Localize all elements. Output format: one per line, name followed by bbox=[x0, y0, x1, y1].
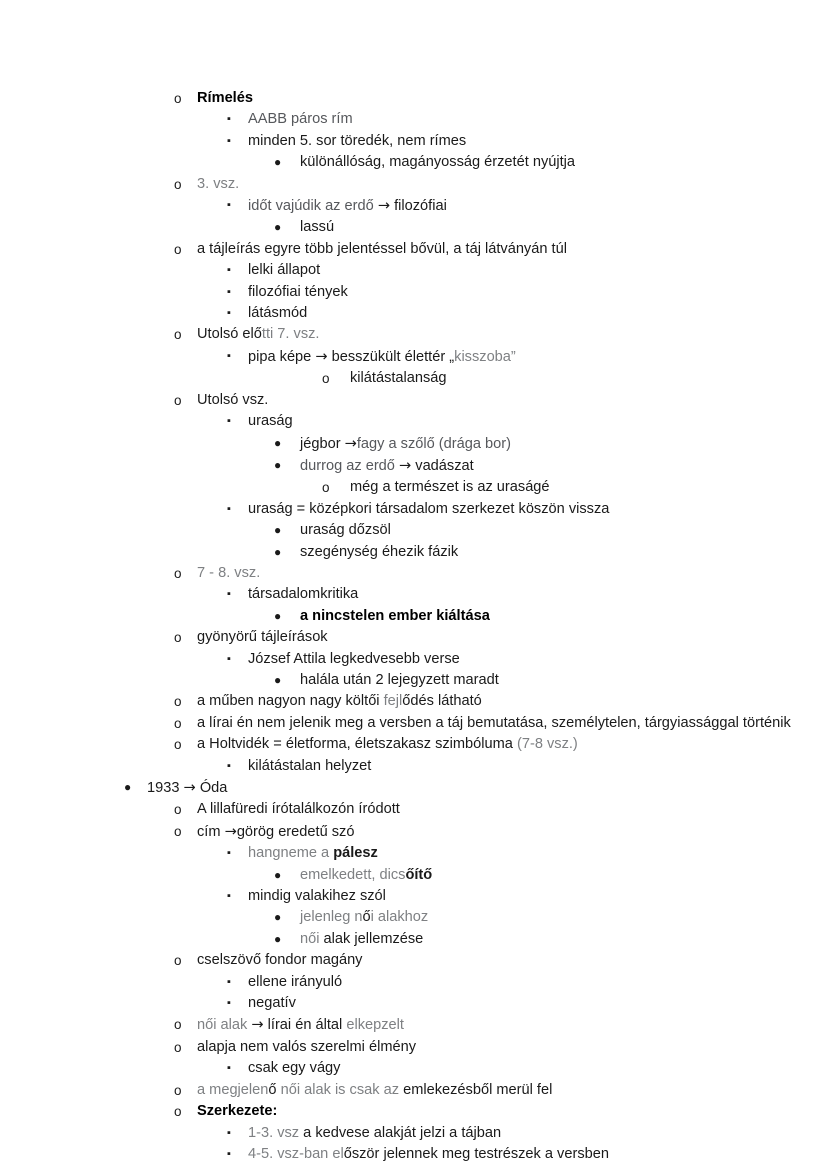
outline-item-text bbox=[248, 756, 828, 777]
outline-item bbox=[0, 1014, 828, 1036]
bullet-icon-level-3: ▪ bbox=[227, 975, 231, 988]
text-run: ellene irányuló bbox=[248, 973, 343, 990]
text-run: alapja nem valós szerelmi élmény bbox=[197, 1038, 416, 1055]
text-run: hangneme a bbox=[248, 845, 334, 862]
text-run: uraság dőzsöl bbox=[300, 522, 391, 539]
text-run: szegénység éhezik fázik bbox=[300, 543, 459, 560]
bullet-icon-level-3: ▪ bbox=[227, 588, 231, 601]
bullet-icon-level-3: ▪ bbox=[227, 349, 231, 362]
outline-item-text bbox=[300, 152, 828, 173]
text-run: őször jelennek meg testrészek a versben bbox=[343, 1145, 609, 1162]
bullet-icon-level-2: o bbox=[174, 953, 182, 969]
outline-item-text bbox=[300, 929, 828, 950]
outline-item bbox=[0, 433, 828, 455]
text-run: 1933 bbox=[147, 780, 184, 796]
outline-item bbox=[0, 993, 828, 1014]
outline-item bbox=[0, 88, 828, 109]
text-run: a lírai én nem jelenik meg a versben a táj bemutatása, személytelen, tárgyiassággal történik bbox=[197, 714, 791, 731]
bullet-icon-level-3: ▪ bbox=[227, 502, 231, 515]
text-run: (7-8 vsz.) bbox=[516, 736, 578, 753]
bullet-icon-level-2: o bbox=[174, 737, 182, 753]
outline-item bbox=[0, 843, 828, 864]
outline-item-text bbox=[197, 88, 828, 109]
bullet-icon-level-4: ● bbox=[274, 155, 282, 170]
text-run: → bbox=[377, 197, 391, 215]
text-run: társadalomkritika bbox=[248, 586, 359, 603]
outline-item bbox=[0, 411, 828, 432]
bullet-icon-level-4: ● bbox=[274, 523, 282, 538]
outline-item bbox=[0, 499, 828, 520]
text-run: fagy a szőlő (drága bor) bbox=[356, 435, 511, 452]
text-run: József Attila legkedvesebb verse bbox=[248, 650, 460, 667]
bullet-icon-level-2: o bbox=[174, 1082, 182, 1098]
bullet-icon-level-3: ▪ bbox=[227, 415, 231, 428]
text-run: minden 5. sor töredék, nem rímes bbox=[248, 132, 467, 149]
outline-item-text bbox=[197, 950, 828, 971]
text-run: vadászat bbox=[411, 457, 474, 474]
outline-item-text bbox=[248, 1144, 828, 1165]
outline-item-text bbox=[197, 390, 828, 411]
bullet-icon-level-3: ▪ bbox=[227, 1126, 231, 1139]
outline-item-text bbox=[350, 477, 828, 498]
outline-item bbox=[0, 131, 828, 152]
outline-item bbox=[0, 346, 828, 368]
outline-item-text bbox=[248, 260, 828, 281]
text-run: → bbox=[344, 434, 357, 452]
text-run: → bbox=[315, 347, 328, 365]
text-run: a megjelen bbox=[197, 1081, 269, 1098]
outline-item-text bbox=[147, 777, 828, 799]
bullet-icon-level-2: o bbox=[174, 1039, 182, 1055]
bullet-icon-level-2: o bbox=[174, 327, 182, 343]
outline-item-text bbox=[300, 455, 828, 477]
outline-item bbox=[0, 713, 828, 734]
text-run: görög eredetű szó bbox=[236, 823, 355, 840]
text-run: látásmód bbox=[248, 305, 308, 322]
text-run: lelki állapot bbox=[248, 262, 321, 279]
outline-item-text bbox=[300, 520, 828, 541]
text-run: a tájleírás egyre több jelentéssel bővül, a táj látványán túl bbox=[197, 240, 567, 257]
bullet-icon-level-4: ● bbox=[274, 910, 282, 925]
outline-item bbox=[0, 260, 828, 281]
bullet-icon-level-3: ▪ bbox=[227, 264, 231, 277]
outline-item bbox=[0, 1058, 828, 1079]
outline-item bbox=[0, 520, 828, 541]
bullet-icon-level-2: o bbox=[174, 1017, 182, 1033]
text-run: ő bbox=[362, 909, 371, 926]
outline-item-text bbox=[248, 195, 828, 217]
text-run: ődés látható bbox=[402, 693, 482, 710]
text-run: Szerkezete: bbox=[197, 1103, 278, 1120]
bullet-icon-level-4: ● bbox=[274, 867, 282, 882]
text-run: A lillafüredi írótalálkozón íródott bbox=[197, 801, 400, 818]
text-run: pipa képe bbox=[248, 348, 316, 365]
outline-item-text bbox=[300, 217, 828, 238]
outline-item-text bbox=[197, 734, 828, 755]
outline-item-text bbox=[248, 972, 828, 993]
outline-item bbox=[0, 542, 828, 563]
bullet-icon-level-3: ▪ bbox=[227, 997, 231, 1010]
outline-item bbox=[0, 777, 828, 799]
text-run: női alak bbox=[197, 1017, 252, 1034]
text-run: filozófiai tények bbox=[248, 283, 348, 300]
outline-item bbox=[0, 929, 828, 950]
outline-item-text bbox=[197, 713, 828, 734]
bullet-icon-level-2: o bbox=[174, 802, 182, 818]
outline-item bbox=[0, 907, 828, 928]
outline-item bbox=[0, 1123, 828, 1144]
text-run: csak egy vágy bbox=[248, 1060, 341, 1077]
outline-item bbox=[0, 670, 828, 691]
text-run: 1-3. vsz bbox=[248, 1124, 304, 1141]
bullet-icon-level-3: ▪ bbox=[227, 759, 231, 772]
outline-item-text bbox=[197, 1014, 828, 1036]
text-run: emelkedett, dics bbox=[300, 866, 406, 883]
text-run: Utolsó vsz. bbox=[197, 391, 269, 408]
outline-item-text bbox=[197, 563, 828, 584]
outline-item bbox=[0, 390, 828, 411]
outline-item bbox=[0, 195, 828, 217]
outline-item-text bbox=[197, 799, 828, 820]
bullet-icon-level-3: ▪ bbox=[227, 134, 231, 147]
text-run: jelenleg n bbox=[300, 909, 363, 926]
bullet-icon-level-3: ▪ bbox=[227, 652, 231, 665]
outline-item-text bbox=[300, 433, 828, 455]
bullet-icon-level-2: o bbox=[174, 91, 182, 106]
text-run: 3. vsz. bbox=[197, 175, 240, 192]
outline-item bbox=[0, 1101, 828, 1122]
outline-item bbox=[0, 324, 828, 345]
text-run: filozófiai bbox=[390, 198, 447, 215]
outline-item-text bbox=[300, 907, 828, 928]
bullet-icon-level-2: o bbox=[174, 1104, 182, 1120]
outline-item bbox=[0, 152, 828, 173]
bullet-icon-level-3: ▪ bbox=[227, 1147, 231, 1160]
text-run: 4-5. vsz-ban el bbox=[248, 1145, 344, 1162]
outline-item-text bbox=[197, 1101, 828, 1122]
text-run: → bbox=[224, 822, 237, 840]
outline-item-text bbox=[248, 993, 828, 1014]
outline-list bbox=[0, 88, 828, 1165]
bullet-icon-level-3: ▪ bbox=[227, 285, 231, 298]
outline-item bbox=[0, 799, 828, 820]
text-run: a kedvese alakját jelzi a tájban bbox=[303, 1124, 502, 1141]
outline-item-text bbox=[197, 627, 828, 648]
outline-item-text bbox=[197, 1080, 828, 1101]
text-run: → bbox=[398, 456, 412, 474]
outline-item-text bbox=[248, 1123, 828, 1144]
text-run: uraság bbox=[248, 413, 293, 430]
outline-item bbox=[0, 865, 828, 886]
outline-item-text bbox=[248, 282, 828, 303]
outline-item bbox=[0, 972, 828, 993]
bullet-icon-level-3: ▪ bbox=[227, 113, 231, 126]
bullet-icon-level-4: ● bbox=[274, 457, 282, 472]
bullet-icon-level-3: ▪ bbox=[227, 307, 231, 320]
text-run: kilátástalan helyzet bbox=[248, 757, 372, 774]
text-run: időt vajúdik az erdő bbox=[248, 198, 378, 215]
outline-item bbox=[0, 368, 828, 389]
bullet-icon-level-2: o bbox=[174, 565, 182, 581]
text-run: kisszoba” bbox=[454, 348, 516, 365]
text-run: emlekezésből merül fel bbox=[403, 1081, 553, 1098]
outline-item bbox=[0, 606, 828, 627]
text-run: i alakhoz bbox=[370, 909, 429, 926]
outline-item-text bbox=[300, 606, 828, 627]
text-run: 7 - 8. vsz. bbox=[197, 564, 261, 581]
outline-item bbox=[0, 239, 828, 260]
outline-item bbox=[0, 282, 828, 303]
text-run: pálesz bbox=[333, 845, 378, 862]
text-run: a Holtvidék = életforma, életszakasz szimbóluma bbox=[197, 736, 517, 753]
outline-item bbox=[0, 584, 828, 605]
outline-item bbox=[0, 950, 828, 971]
text-run: besszükült élettér „ bbox=[327, 348, 455, 365]
outline-item-text bbox=[197, 324, 828, 345]
bullet-icon-level-3: ▪ bbox=[227, 890, 231, 903]
text-run: durrog az erdő bbox=[300, 457, 399, 474]
text-run: női alak is csak az bbox=[276, 1081, 404, 1098]
bullet-icon-level-4: ● bbox=[274, 220, 282, 235]
outline-item-text bbox=[248, 346, 828, 368]
outline-item-text bbox=[197, 1037, 828, 1058]
outline-item-text bbox=[248, 499, 828, 520]
outline-item-text bbox=[248, 886, 828, 907]
outline-item bbox=[0, 627, 828, 648]
text-run: lírai én által bbox=[263, 1017, 347, 1034]
outline-item-text bbox=[350, 368, 828, 389]
text-run: a műben nagyon nagy költői bbox=[197, 693, 384, 710]
outline-item bbox=[0, 691, 828, 712]
text-run: jégbor bbox=[300, 435, 345, 452]
text-run: negatív bbox=[248, 995, 296, 1012]
text-run: elkepzelt bbox=[346, 1017, 404, 1034]
outline-item bbox=[0, 477, 828, 498]
bullet-icon-level-4: ● bbox=[274, 672, 282, 687]
outline-item bbox=[0, 217, 828, 238]
outline-item bbox=[0, 756, 828, 777]
outline-item-text bbox=[300, 865, 828, 886]
outline-item-text bbox=[248, 109, 828, 130]
bullet-icon-level-3: ▪ bbox=[227, 199, 231, 212]
text-run: fejl bbox=[383, 693, 403, 710]
text-run: mindig valakihez szól bbox=[248, 888, 386, 905]
bullet-icon-level-2: o bbox=[174, 176, 182, 192]
text-run: uraság = középkori társadalom szerkezet köszön vissza bbox=[248, 500, 610, 517]
bullet-icon-level-4: ● bbox=[274, 931, 282, 946]
bullet-icon-level-2: o bbox=[174, 823, 182, 839]
outline-item bbox=[0, 174, 828, 195]
text-run: halála után 2 lejegyzett maradt bbox=[300, 671, 499, 688]
outline-item bbox=[0, 563, 828, 584]
text-run: a nincstelen ember kiáltása bbox=[300, 607, 490, 624]
text-run: különállóság, magányosság érzetét nyújtja bbox=[300, 154, 576, 171]
outline-item bbox=[0, 1144, 828, 1165]
bullet-icon-level-2: o bbox=[174, 694, 182, 710]
text-run: alak jellemzése bbox=[323, 930, 424, 947]
text-run: → bbox=[183, 779, 196, 796]
text-run: Utolsó elő bbox=[197, 326, 262, 343]
outline-item-text bbox=[300, 542, 828, 563]
bullet-icon-level-4: ● bbox=[274, 544, 282, 559]
outline-item bbox=[0, 734, 828, 755]
outline-item-text bbox=[248, 584, 828, 605]
outline-item-text bbox=[248, 843, 828, 864]
text-run: cselszövő fondor magány bbox=[197, 952, 363, 969]
outline-item-text bbox=[300, 670, 828, 691]
outline-item bbox=[0, 455, 828, 477]
text-run: őítő bbox=[405, 866, 433, 883]
outline-item bbox=[0, 649, 828, 670]
text-run: tti 7. vsz. bbox=[261, 326, 320, 343]
text-run: AABB páros rím bbox=[248, 111, 353, 128]
text-run: még a természet is az uraságé bbox=[350, 479, 550, 496]
outline-item-text bbox=[248, 303, 828, 324]
outline-item-text bbox=[248, 131, 828, 152]
text-run: lassú bbox=[300, 219, 335, 236]
outline-item-text bbox=[197, 821, 828, 843]
outline-item-text bbox=[248, 1058, 828, 1079]
outline-item bbox=[0, 109, 828, 130]
text-run: ő bbox=[268, 1081, 277, 1098]
outline-item bbox=[0, 1080, 828, 1101]
bullet-icon-level-4: ● bbox=[274, 435, 282, 450]
outline-item bbox=[0, 886, 828, 907]
bullet-icon-level-1: ● bbox=[124, 780, 132, 794]
bullet-icon-level-4: ● bbox=[274, 608, 282, 623]
bullet-icon-level-2: o bbox=[174, 715, 182, 731]
outline-item bbox=[0, 821, 828, 843]
outline-item-text bbox=[197, 239, 828, 260]
outline-item bbox=[0, 1037, 828, 1058]
outline-item bbox=[0, 303, 828, 324]
bullet-icon-level-2: o bbox=[174, 241, 182, 257]
text-run: női bbox=[300, 930, 324, 947]
text-run: Óda bbox=[195, 780, 228, 796]
outline-item-text bbox=[197, 691, 828, 712]
text-run: gyönyörű tájleírások bbox=[197, 629, 328, 646]
outline-item-text bbox=[248, 649, 828, 670]
text-run: Rímelés bbox=[197, 90, 253, 106]
text-run: kilátástalanság bbox=[350, 370, 447, 387]
bullet-icon-level-5: o bbox=[322, 480, 330, 496]
bullet-icon-level-2: o bbox=[174, 630, 182, 646]
outline-item-text bbox=[248, 411, 828, 432]
bullet-icon-level-3: ▪ bbox=[227, 1062, 231, 1075]
text-run: cím bbox=[197, 823, 225, 840]
bullet-icon-level-2: o bbox=[174, 392, 182, 408]
bullet-icon-level-3: ▪ bbox=[227, 847, 231, 860]
bullet-icon-level-5: o bbox=[322, 371, 330, 387]
outline-item-text bbox=[197, 174, 828, 195]
text-run: → bbox=[251, 1016, 264, 1034]
